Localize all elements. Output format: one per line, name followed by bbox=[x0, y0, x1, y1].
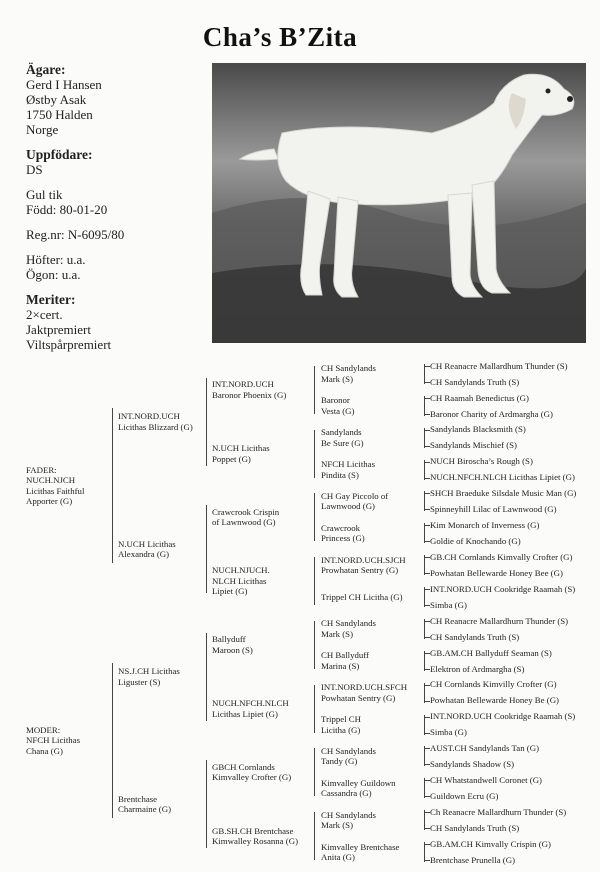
gen5-ancestor: CH Sandylands Truth (S) bbox=[430, 822, 520, 833]
gen5-ancestor: GB.AM.CH Ballyduff Seaman (S) bbox=[430, 647, 552, 658]
gen4-ancestor: Trippel CH Licitha (G) bbox=[321, 591, 403, 602]
bracket-line bbox=[314, 748, 315, 796]
merits-heading: Meriter: bbox=[26, 292, 76, 307]
gen5-ancestor: NUCH.NFCH.NLCH Licithas Lipiet (G) bbox=[430, 472, 575, 483]
hips-result: Höfter: u.a. bbox=[26, 252, 86, 267]
gen5-ancestor: Sandylands Blacksmith (S) bbox=[430, 424, 526, 435]
bracket-tick bbox=[424, 589, 430, 590]
gen5-ancestor: Guildown Ecru (G) bbox=[430, 791, 499, 801]
bracket-tick bbox=[424, 844, 430, 845]
gen5-ancestor: Simba (G) bbox=[430, 727, 467, 738]
gen5-ancestor: Sandylands Mischief (S) bbox=[430, 440, 517, 451]
gen4-ancestor: INT.NORD.UCH.SFCH Powhatan Sentry (G) bbox=[321, 682, 408, 703]
merit-line: 2×cert. bbox=[26, 307, 63, 322]
bracket-line bbox=[112, 663, 113, 818]
bracket-line bbox=[206, 378, 207, 466]
bracket-tick bbox=[424, 701, 430, 702]
gen5-ancestor: Powhatan Bellewarde Honey Be (G) bbox=[430, 695, 559, 706]
bracket-tick bbox=[424, 525, 430, 526]
bracket-line bbox=[314, 366, 315, 414]
breeder-heading: Uppfödare: bbox=[26, 147, 93, 162]
owner-line: Gerd I Hansen bbox=[26, 77, 102, 92]
bracket-line bbox=[314, 493, 315, 541]
gen5-ancestor: CH Reanacre Mallardhum Thunder (S) bbox=[430, 360, 568, 371]
gen5-ancestor: Sandylands Shadow (S) bbox=[430, 759, 515, 770]
gen5-ancestor: Powhatan Bellewarde Honey Bee (G) bbox=[430, 567, 563, 578]
bracket-line bbox=[112, 408, 113, 563]
gen5-ancestor: CH Sandylands Truth (S) bbox=[430, 376, 520, 387]
gen4-ancestor: Sandylands Be Sure (G) bbox=[321, 427, 364, 448]
gen3-ancestor: GB.SH.CH Brentchase Kimwalley Rosanna (G) bbox=[212, 825, 298, 847]
bracket-tick bbox=[424, 573, 430, 574]
owner-line: Norge bbox=[26, 122, 59, 137]
birth-date: Född: 80-01-20 bbox=[26, 202, 108, 217]
gen3-ancestor: Crawcrook Crispin of Lawnwood (G) bbox=[212, 506, 280, 528]
gen4-ancestor: CH Sandylands Mark (S) bbox=[321, 363, 376, 384]
bracket-tick bbox=[424, 605, 430, 606]
gen5-ancestor: Brentchase Prunella (G) bbox=[430, 854, 516, 865]
gen4-ancestor: Kimvalley Brentchase Anita (G) bbox=[321, 841, 400, 863]
bracket-tick bbox=[424, 430, 430, 431]
gen3-ancestor: N.UCH Licithas Poppet (G) bbox=[212, 443, 270, 464]
gen2-ancestor: Brentchase Charmaine (G) bbox=[118, 793, 172, 815]
gen3-ancestor: NUCH.NFCH.NLCH Licithas Lipiet (G) bbox=[212, 698, 289, 719]
gen4-ancestor: NFCH Licithas Pindita (S) bbox=[321, 459, 376, 480]
gen2-ancestor: N.UCH Licithas Alexandra (G) bbox=[118, 538, 176, 560]
gen5-ancestor: NUCH Biroscha’s Rough (S) bbox=[430, 456, 533, 467]
bracket-tick bbox=[424, 621, 430, 622]
gen5-ancestor: Baronor Charity of Ardmargha (G) bbox=[430, 408, 553, 419]
bracket-tick bbox=[424, 828, 430, 829]
gen2-ancestor: INT.NORD.UCH Licithas Blizzard (G) bbox=[118, 411, 193, 432]
gen5-ancestor: Ch Reanacre Mallardhurn Thunder (S) bbox=[430, 806, 567, 817]
gen5-ancestor: CH Reanacre Mallardhurn Thunder (S) bbox=[430, 615, 569, 626]
bracket-line bbox=[314, 685, 315, 733]
eyes-result: Ögon: u.a. bbox=[26, 267, 81, 282]
bracket-line bbox=[314, 430, 315, 478]
owner-line: Østby Asak bbox=[26, 92, 87, 107]
color-sex: Gul tik bbox=[26, 187, 63, 202]
gen5-ancestor: CH Raamah Benedictus (G) bbox=[430, 392, 529, 403]
gen4-ancestor: INT.NORD.UCH.SJCH Prowhatan Sentry (G) bbox=[321, 554, 406, 576]
merit-line: Jaktpremiert bbox=[26, 322, 91, 337]
gen4-ancestor: CH Sandylands Mark (S) bbox=[321, 809, 376, 831]
bracket-line bbox=[314, 812, 315, 860]
owner-heading: Ägare: bbox=[26, 62, 66, 77]
bracket-tick bbox=[424, 509, 430, 510]
gen5-ancestor: CH Whatstandwell Coronet (G) bbox=[430, 775, 542, 786]
dam: MODER: NFCH Licithas Chana (G) bbox=[26, 724, 81, 756]
merit-line: Viltspårpremiert bbox=[26, 337, 112, 352]
gen4-ancestor: Trippel CH Licitha (G) bbox=[321, 714, 362, 735]
bracket-line bbox=[314, 621, 315, 669]
gen3-ancestor: Ballyduff Maroon (S) bbox=[212, 634, 253, 655]
gen5-ancestor: CH Cornlands Kimvilly Crofter (G) bbox=[430, 679, 557, 690]
bracket-line bbox=[206, 633, 207, 721]
gen4-ancestor: CH Sandylands Mark (S) bbox=[321, 618, 376, 639]
gen5-ancestor: SHCH Braeduke Silsdale Music Man (G) bbox=[430, 488, 577, 499]
gen4-ancestor: CH Gay Piccolo of Lawnwood (G) bbox=[321, 490, 389, 512]
bracket-line bbox=[314, 557, 315, 605]
gen5-ancestor: GB.CH Cornlands Kimvally Crofter (G) bbox=[430, 551, 573, 562]
bracket-tick bbox=[424, 764, 430, 765]
bracket-tick bbox=[424, 812, 430, 813]
bracket-tick bbox=[424, 446, 430, 447]
bracket-tick bbox=[424, 653, 430, 654]
bracket-tick bbox=[424, 669, 430, 670]
bracket-tick bbox=[424, 478, 430, 479]
gen5-ancestor: Kim Monarch of Inverness (G) bbox=[430, 520, 540, 531]
bracket-tick bbox=[424, 462, 430, 463]
bracket-tick bbox=[424, 366, 430, 367]
gen4-ancestor: CH Ballyduff Marina (S) bbox=[321, 650, 369, 671]
gen4-ancestor: Kimvalley Guildown Cassandra (G) bbox=[321, 777, 396, 799]
gen5-ancestor: GB.AM.CH Kimvally Crispin (G) bbox=[430, 838, 551, 849]
bracket-tick bbox=[424, 860, 430, 861]
sire: FADER: NUCH.NJCH Licithas Faithful Apporter (G) bbox=[26, 464, 85, 507]
owner-line: 1750 Halden bbox=[26, 107, 93, 122]
bracket-line bbox=[206, 505, 207, 593]
breeder-name: DS bbox=[26, 162, 43, 177]
gen4-ancestor: Baronor Vesta (G) bbox=[321, 395, 355, 416]
gen5-ancestor: Goldie of Knochando (G) bbox=[430, 536, 521, 547]
bracket-tick bbox=[424, 493, 430, 494]
bracket-tick bbox=[424, 382, 430, 383]
bracket-tick bbox=[424, 685, 430, 686]
bracket-tick bbox=[424, 733, 430, 734]
gen2-ancestor: NS.J.CH Licithas Liguster (S) bbox=[118, 666, 180, 687]
bracket-tick bbox=[424, 637, 430, 638]
gen3-ancestor: NUCH.NJUCH. NLCH Licithas Lipiet (G) bbox=[212, 565, 270, 597]
gen5-ancestor: Spinneyhill Lilac of Lawnwood (G) bbox=[430, 504, 557, 515]
bracket-tick bbox=[424, 796, 430, 797]
gen5-ancestor: Elektron of Ardmargha (S) bbox=[430, 663, 525, 674]
gen4-ancestor: Crawcrook Princess (G) bbox=[321, 522, 365, 544]
gen5-ancestor: INT.NORD.UCH Cookridge Raamah (S) bbox=[430, 583, 576, 594]
bracket-tick bbox=[424, 717, 430, 718]
bracket-tick bbox=[424, 557, 430, 558]
page-title: Cha’s B’Zita bbox=[202, 22, 358, 52]
bracket-tick bbox=[424, 414, 430, 415]
bracket-line bbox=[206, 760, 207, 848]
bracket-tick bbox=[424, 780, 430, 781]
gen3-ancestor: GBCH Cornlands Kimvalley Crofter (G) bbox=[212, 761, 292, 783]
gen5-ancestor: INT.NORD.UCH Cookridge Raamah (S) bbox=[430, 711, 576, 722]
gen4-ancestor: CH Sandylands Tandy (G) bbox=[321, 745, 376, 767]
gen5-ancestor: CH Sandylands Truth (S) bbox=[430, 631, 520, 642]
bracket-tick bbox=[424, 398, 430, 399]
gen5-ancestor: Simba (G) bbox=[430, 599, 467, 610]
bracket-tick bbox=[424, 541, 430, 542]
registration-number: Reg.nr: N-6095/80 bbox=[26, 227, 125, 242]
bracket-tick bbox=[424, 748, 430, 749]
gen3-ancestor: INT.NORD.UCH Baronor Phoenix (G) bbox=[212, 379, 287, 400]
gen5-ancestor: AUST.CH Sandylands Tan (G) bbox=[430, 743, 540, 754]
